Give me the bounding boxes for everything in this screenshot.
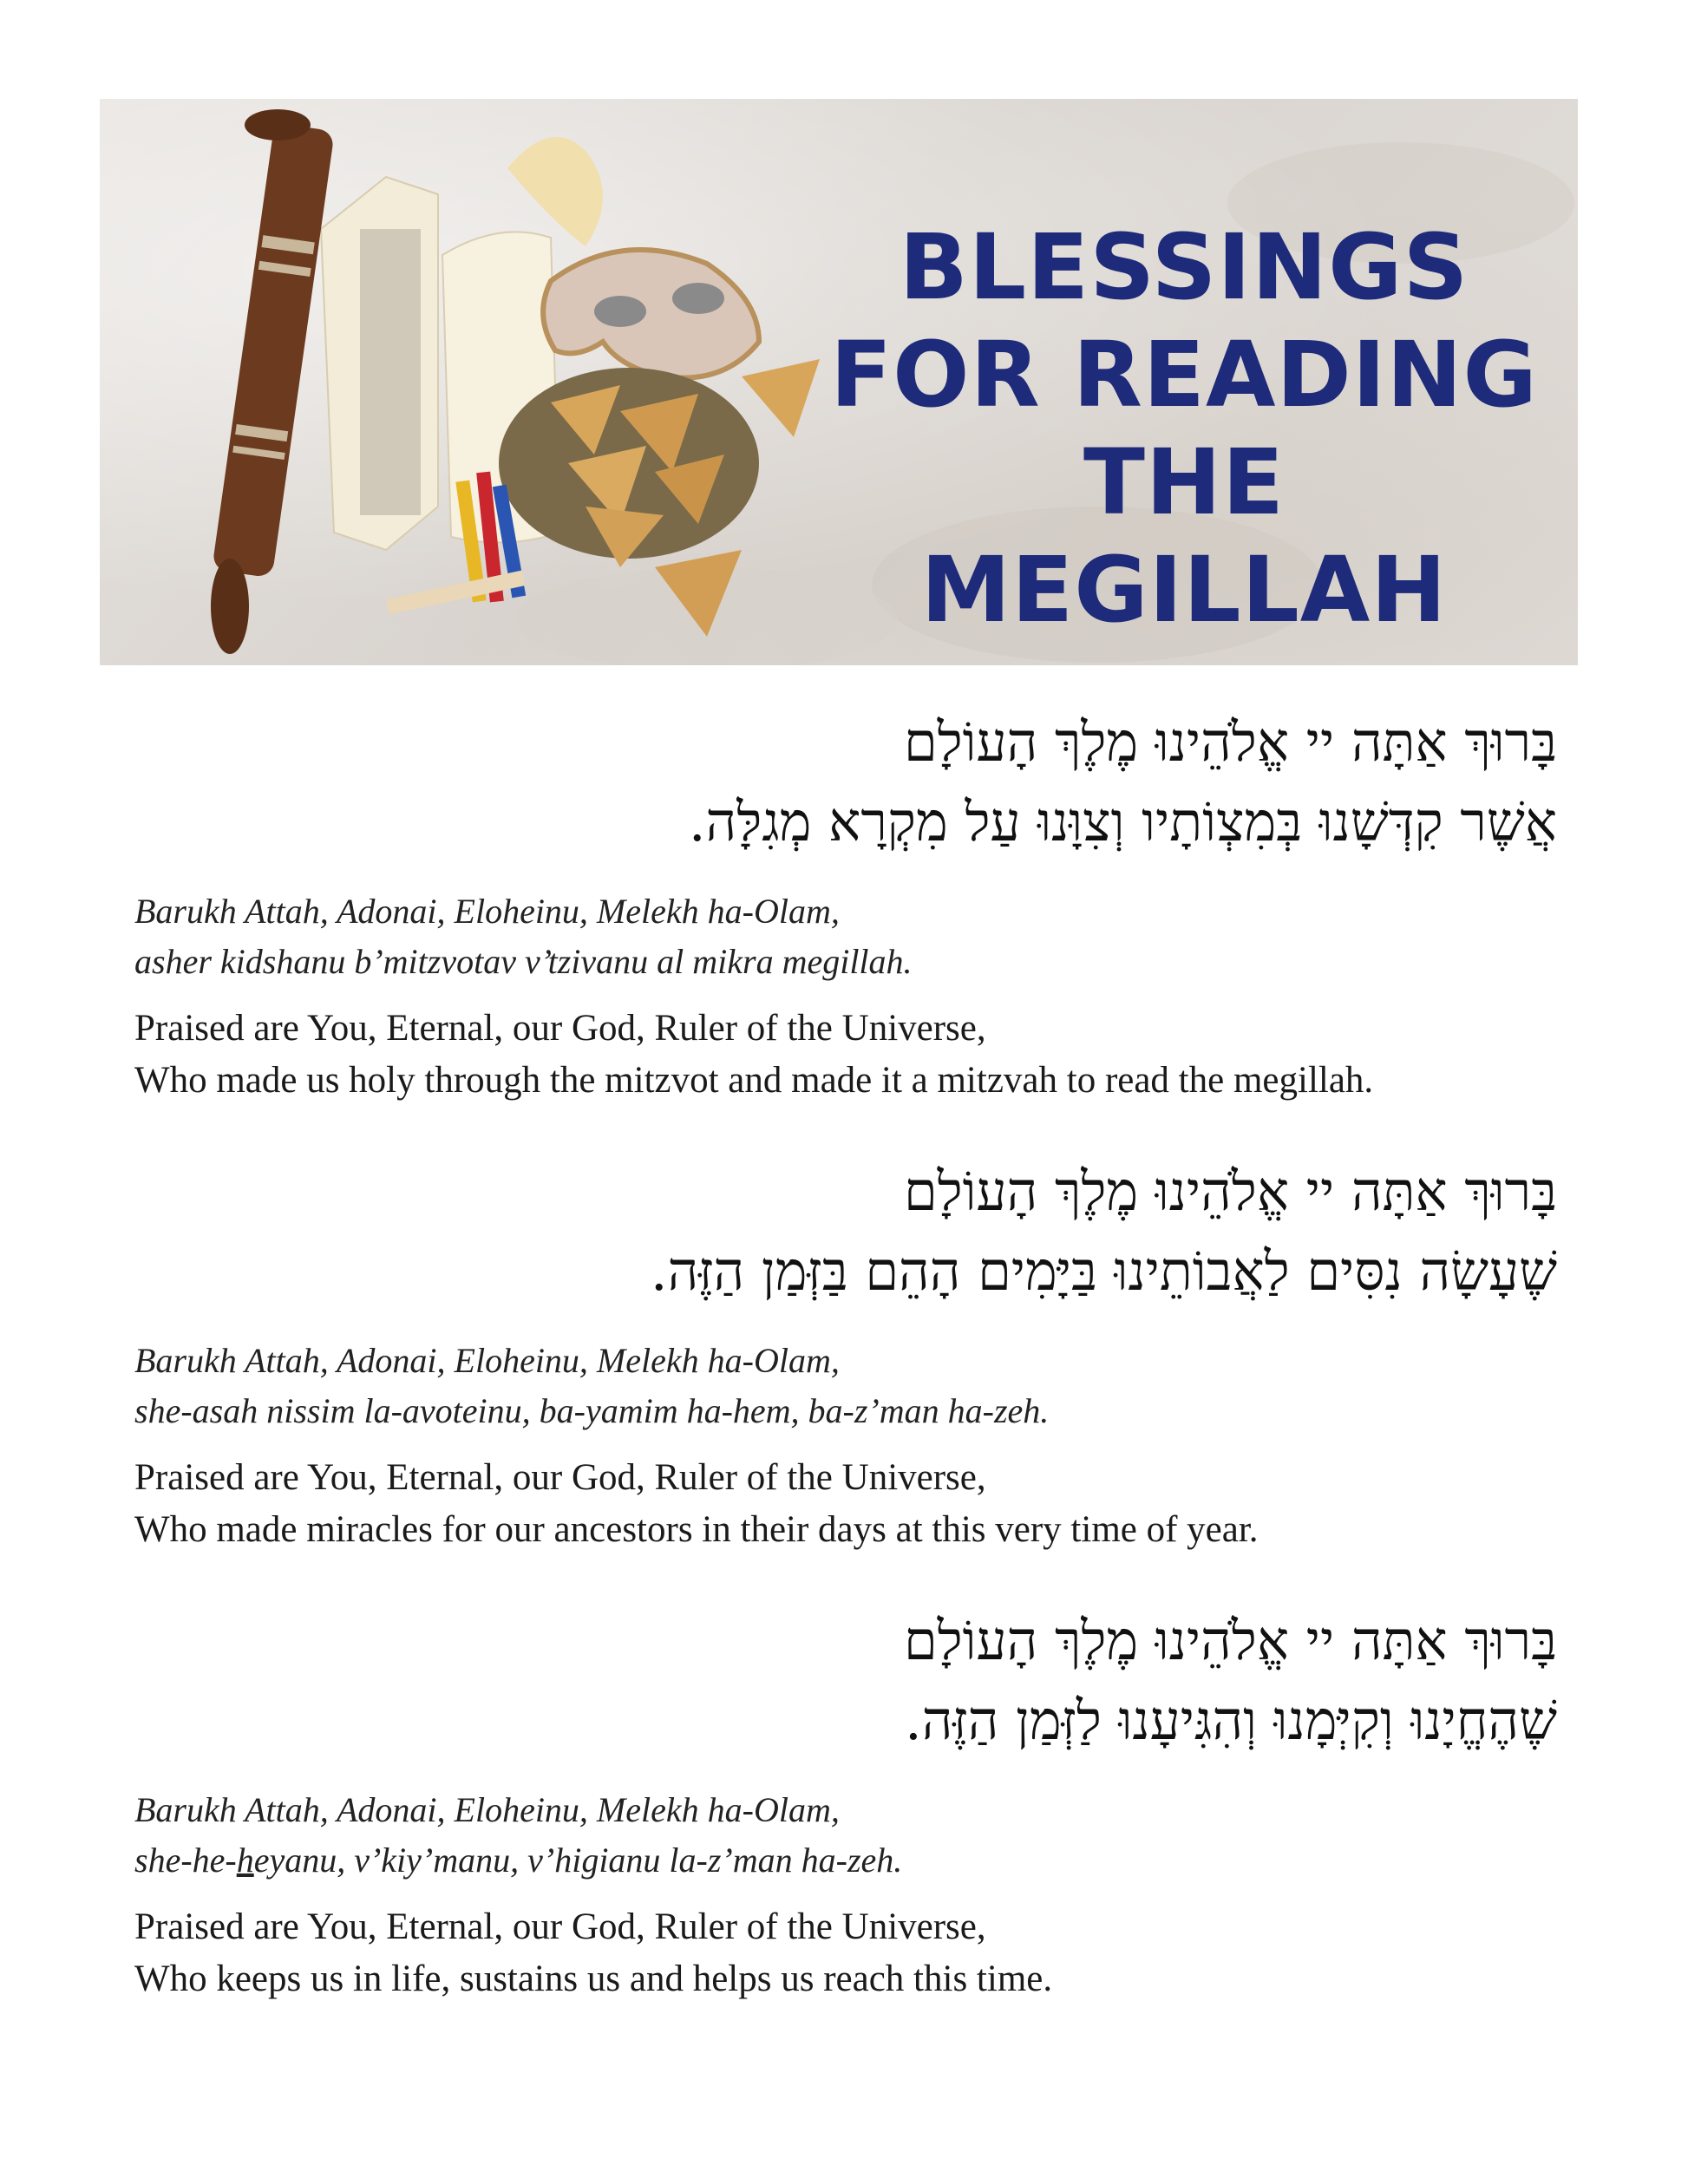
transliteration-line: asher kidshanu b’mitzvotav v’tzivanu al mikra megillah.	[134, 942, 913, 981]
blessing-megillah-reading	[134, 703, 1557, 1107]
underlined-letter: h	[236, 1841, 254, 1880]
transliteration	[134, 1336, 1557, 1436]
hebrew-line: בָּרוּךְ אַתָּה יי אֱלֹהֵינוּ מֶלֶךְ הָעוֹלָם	[903, 710, 1557, 774]
transliteration-segment: eyanu, v’kiy’manu, v’higianu la-z’man ha-zeh.	[253, 1841, 903, 1880]
scroll-wooden-handle	[211, 109, 335, 654]
transliteration-line	[134, 1835, 1557, 1886]
header-banner	[100, 99, 1578, 665]
english-line: Praised are You, Eternal, our God, Ruler of the Universe,	[134, 1906, 986, 1947]
transliteration-line: Barukh Attah, Adonai, Eloheinu, Melekh ha-Olam,	[134, 892, 840, 931]
english-line: Who keeps us in life, sustains us and helps us reach this time.	[134, 1958, 1053, 1999]
english-line: Who made miracles for our ancestors in their days at this very time of year.	[134, 1509, 1259, 1550]
transliteration-line: Barukh Attah, Adonai, Eloheinu, Melekh ha-Olam,	[134, 1790, 840, 1829]
transliteration	[134, 886, 1557, 987]
hebrew-line: שֶׁהֶחֱיָנוּ וְקִיְּמָנוּ וְהִגִּיעָנוּ לַזְּמַן הַזֶּה.	[905, 1689, 1557, 1752]
hamantasch	[742, 359, 820, 437]
english-translation	[134, 1003, 1557, 1107]
hebrew-text	[134, 1601, 1557, 1761]
title-line-1: BLESSINGS	[899, 214, 1469, 320]
title-line-2: FOR READING	[830, 322, 1538, 428]
transliteration-line: Barukh Attah, Adonai, Eloheinu, Melekh ha-Olam,	[134, 1341, 840, 1380]
transliteration-segment: she-he-	[134, 1841, 237, 1880]
page-title	[820, 213, 1548, 644]
hebrew-line: בָּרוּךְ אַתָּה יי אֱלֹהֵינוּ מֶלֶךְ הָעוֹלָם	[903, 1160, 1557, 1223]
hebrew-line: בָּרוּךְ אַתָּה יי אֱלֹהֵינוּ מֶלֶךְ הָעוֹלָם	[903, 1609, 1557, 1672]
hebrew-text	[134, 1152, 1557, 1311]
blessing-shehecheyanu	[134, 1601, 1557, 2005]
blessing-she-asah-nissim	[134, 1152, 1557, 1556]
english-translation	[134, 1452, 1557, 1556]
english-line: Praised are You, Eternal, our God, Ruler of the Universe,	[134, 1008, 986, 1049]
transliteration	[134, 1785, 1557, 1886]
english-line: Praised are You, Eternal, our God, Ruler of the Universe,	[134, 1457, 986, 1498]
title-line-3: THE MEGILLAH	[920, 429, 1448, 643]
hebrew-text	[134, 703, 1557, 862]
english-translation	[134, 1901, 1557, 2005]
hebrew-line: אֲשֶׁר קִדְּשָׁנוּ בְּמִצְוֹתָיו וְצִוָּנוּ עַל מִקְרָא מְגִלָּה.	[688, 790, 1557, 853]
hebrew-line: שֶׁעָשָׂה נִסִּים לַאֲבוֹתֵינוּ בַּיָּמִים הָהֵם בַּזְּמַן הַזֶּה.	[650, 1239, 1557, 1303]
english-line: Who made us holy through the mitzvot and made it a mitzvah to read the megillah.	[134, 1060, 1374, 1101]
transliteration-line: she-asah nissim la-avoteinu, ba-yamim ha-hem, ba-z’man ha-zeh.	[134, 1391, 1050, 1430]
